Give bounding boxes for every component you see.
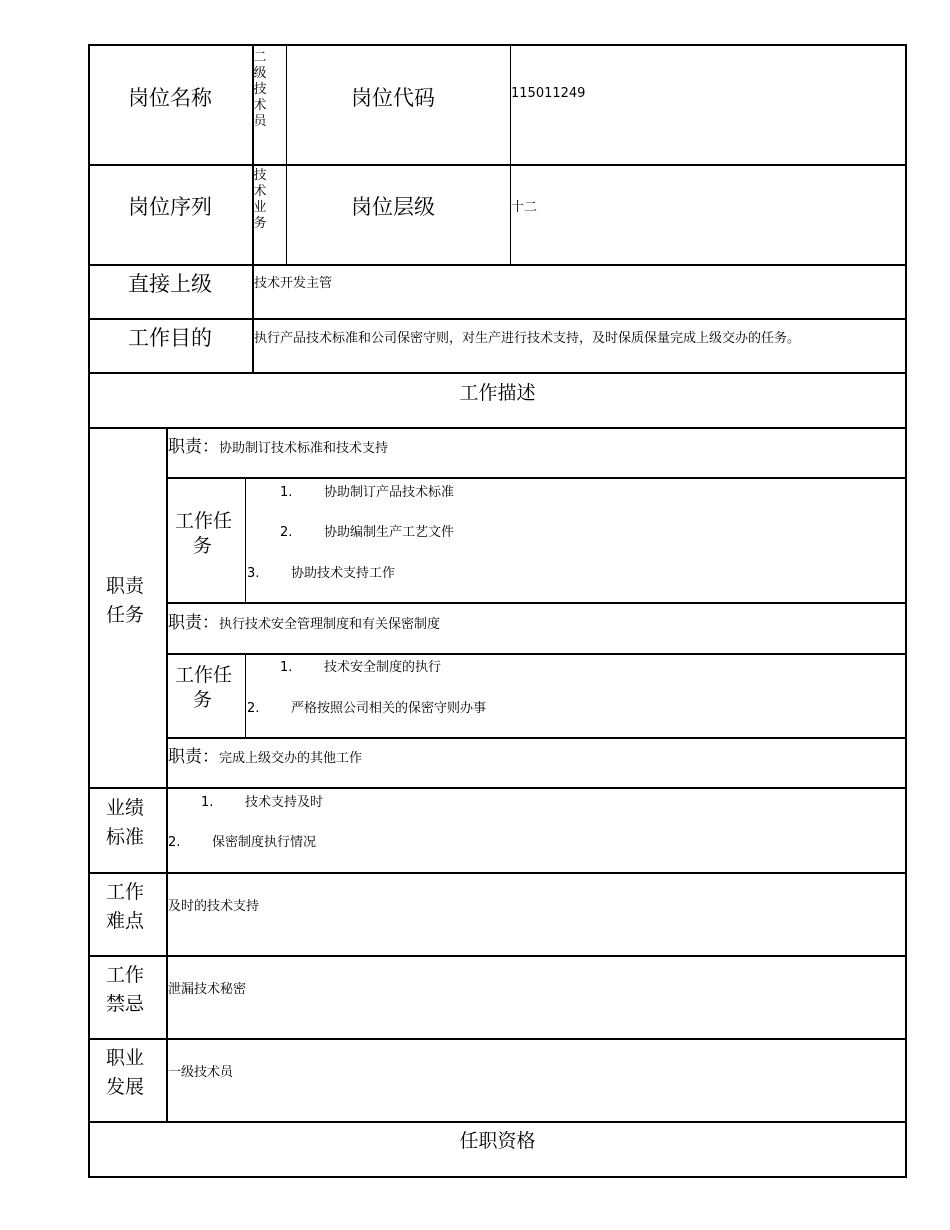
section-title-qualification: 任职资格 xyxy=(459,1130,536,1152)
duties-side-label-line2: 任务 xyxy=(106,604,145,626)
post-level-value: 十二 xyxy=(511,200,538,215)
task-item: 1. 技术安全制度的执行 xyxy=(280,660,442,675)
row-divider xyxy=(88,164,907,166)
post-series-value: 技术业务 xyxy=(253,168,267,231)
taboo-label-line1: 工作 xyxy=(106,964,145,986)
task-item: 2. 严格按照公司相关的保密守则办事 xyxy=(247,701,487,716)
taboo-label-line2: 禁忌 xyxy=(106,993,145,1015)
post-level-label: 岗位层级 xyxy=(351,195,435,219)
section-title-description: 工作描述 xyxy=(459,382,536,404)
task-label-line1: 工作任 xyxy=(175,664,233,686)
task-label-line2: 务 xyxy=(193,535,213,557)
task-item: 3. 协助技术支持工作 xyxy=(247,566,396,581)
col-divider xyxy=(510,44,511,265)
duty-label: 职责： xyxy=(168,437,219,457)
taboo-value: 泄漏技术秘密 xyxy=(168,982,247,997)
difficulty-value: 及时的技术支持 xyxy=(168,899,260,914)
post-name-label: 岗位名称 xyxy=(128,86,212,110)
duty-item xyxy=(168,742,362,767)
col-divider xyxy=(286,44,287,265)
duty-text: 完成上级交办的其他工作 xyxy=(219,751,363,766)
row-divider xyxy=(88,264,907,266)
row-divider xyxy=(88,872,907,874)
row-divider xyxy=(88,955,907,957)
performance-item: 2. 保密制度执行情况 xyxy=(168,835,317,850)
row-divider xyxy=(88,1038,907,1040)
performance-label-line2: 标准 xyxy=(106,826,145,848)
duty-item xyxy=(168,432,388,457)
row-divider xyxy=(167,602,907,604)
duty-label: 职责： xyxy=(168,747,219,767)
row-divider xyxy=(88,1121,907,1123)
superior-label: 直接上级 xyxy=(128,272,212,296)
post-code-label: 岗位代码 xyxy=(351,86,435,110)
row-divider xyxy=(167,737,907,739)
purpose-label: 工作目的 xyxy=(128,326,212,350)
duty-label: 职责： xyxy=(168,613,219,633)
difficulty-label-line1: 工作 xyxy=(106,881,145,903)
performance-item: 1. 技术支持及时 xyxy=(201,795,324,810)
row-divider xyxy=(167,653,907,655)
col-divider xyxy=(166,427,168,1122)
purpose-value: 执行产品技术标准和公司保密守则，对生产进行技术支持，及时保质保量完成上级交办的任务。 xyxy=(254,331,801,346)
career-label-line1: 职业 xyxy=(106,1047,145,1069)
row-divider xyxy=(88,427,907,429)
post-code-value: 115011249 xyxy=(511,86,586,101)
duty-item xyxy=(168,608,440,633)
superior-value: 技术开发主管 xyxy=(254,276,333,291)
career-label-line2: 发展 xyxy=(106,1076,145,1098)
duties-side-label-line1: 职责 xyxy=(106,575,145,597)
performance-label-line1: 业绩 xyxy=(106,797,145,819)
task-item: 1. 协助制订产品技术标准 xyxy=(280,485,455,500)
row-divider xyxy=(167,477,907,479)
row-divider xyxy=(88,318,907,320)
career-value: 一级技术员 xyxy=(168,1065,234,1080)
difficulty-label-line2: 难点 xyxy=(106,910,145,932)
post-series-label: 岗位序列 xyxy=(128,195,212,219)
col-divider xyxy=(245,477,246,603)
row-divider xyxy=(88,372,907,374)
task-item: 2. 协助编制生产工艺文件 xyxy=(280,525,455,540)
duty-text: 执行技术安全管理制度和有关保密制度 xyxy=(219,617,441,632)
task-label-line1: 工作任 xyxy=(175,510,233,532)
task-label-line2: 务 xyxy=(193,689,213,711)
row-divider xyxy=(88,787,907,789)
col-divider xyxy=(245,653,246,738)
duty-text: 协助制订技术标准和技术支持 xyxy=(219,441,389,456)
post-name-value: 二级技术员 xyxy=(253,50,267,129)
